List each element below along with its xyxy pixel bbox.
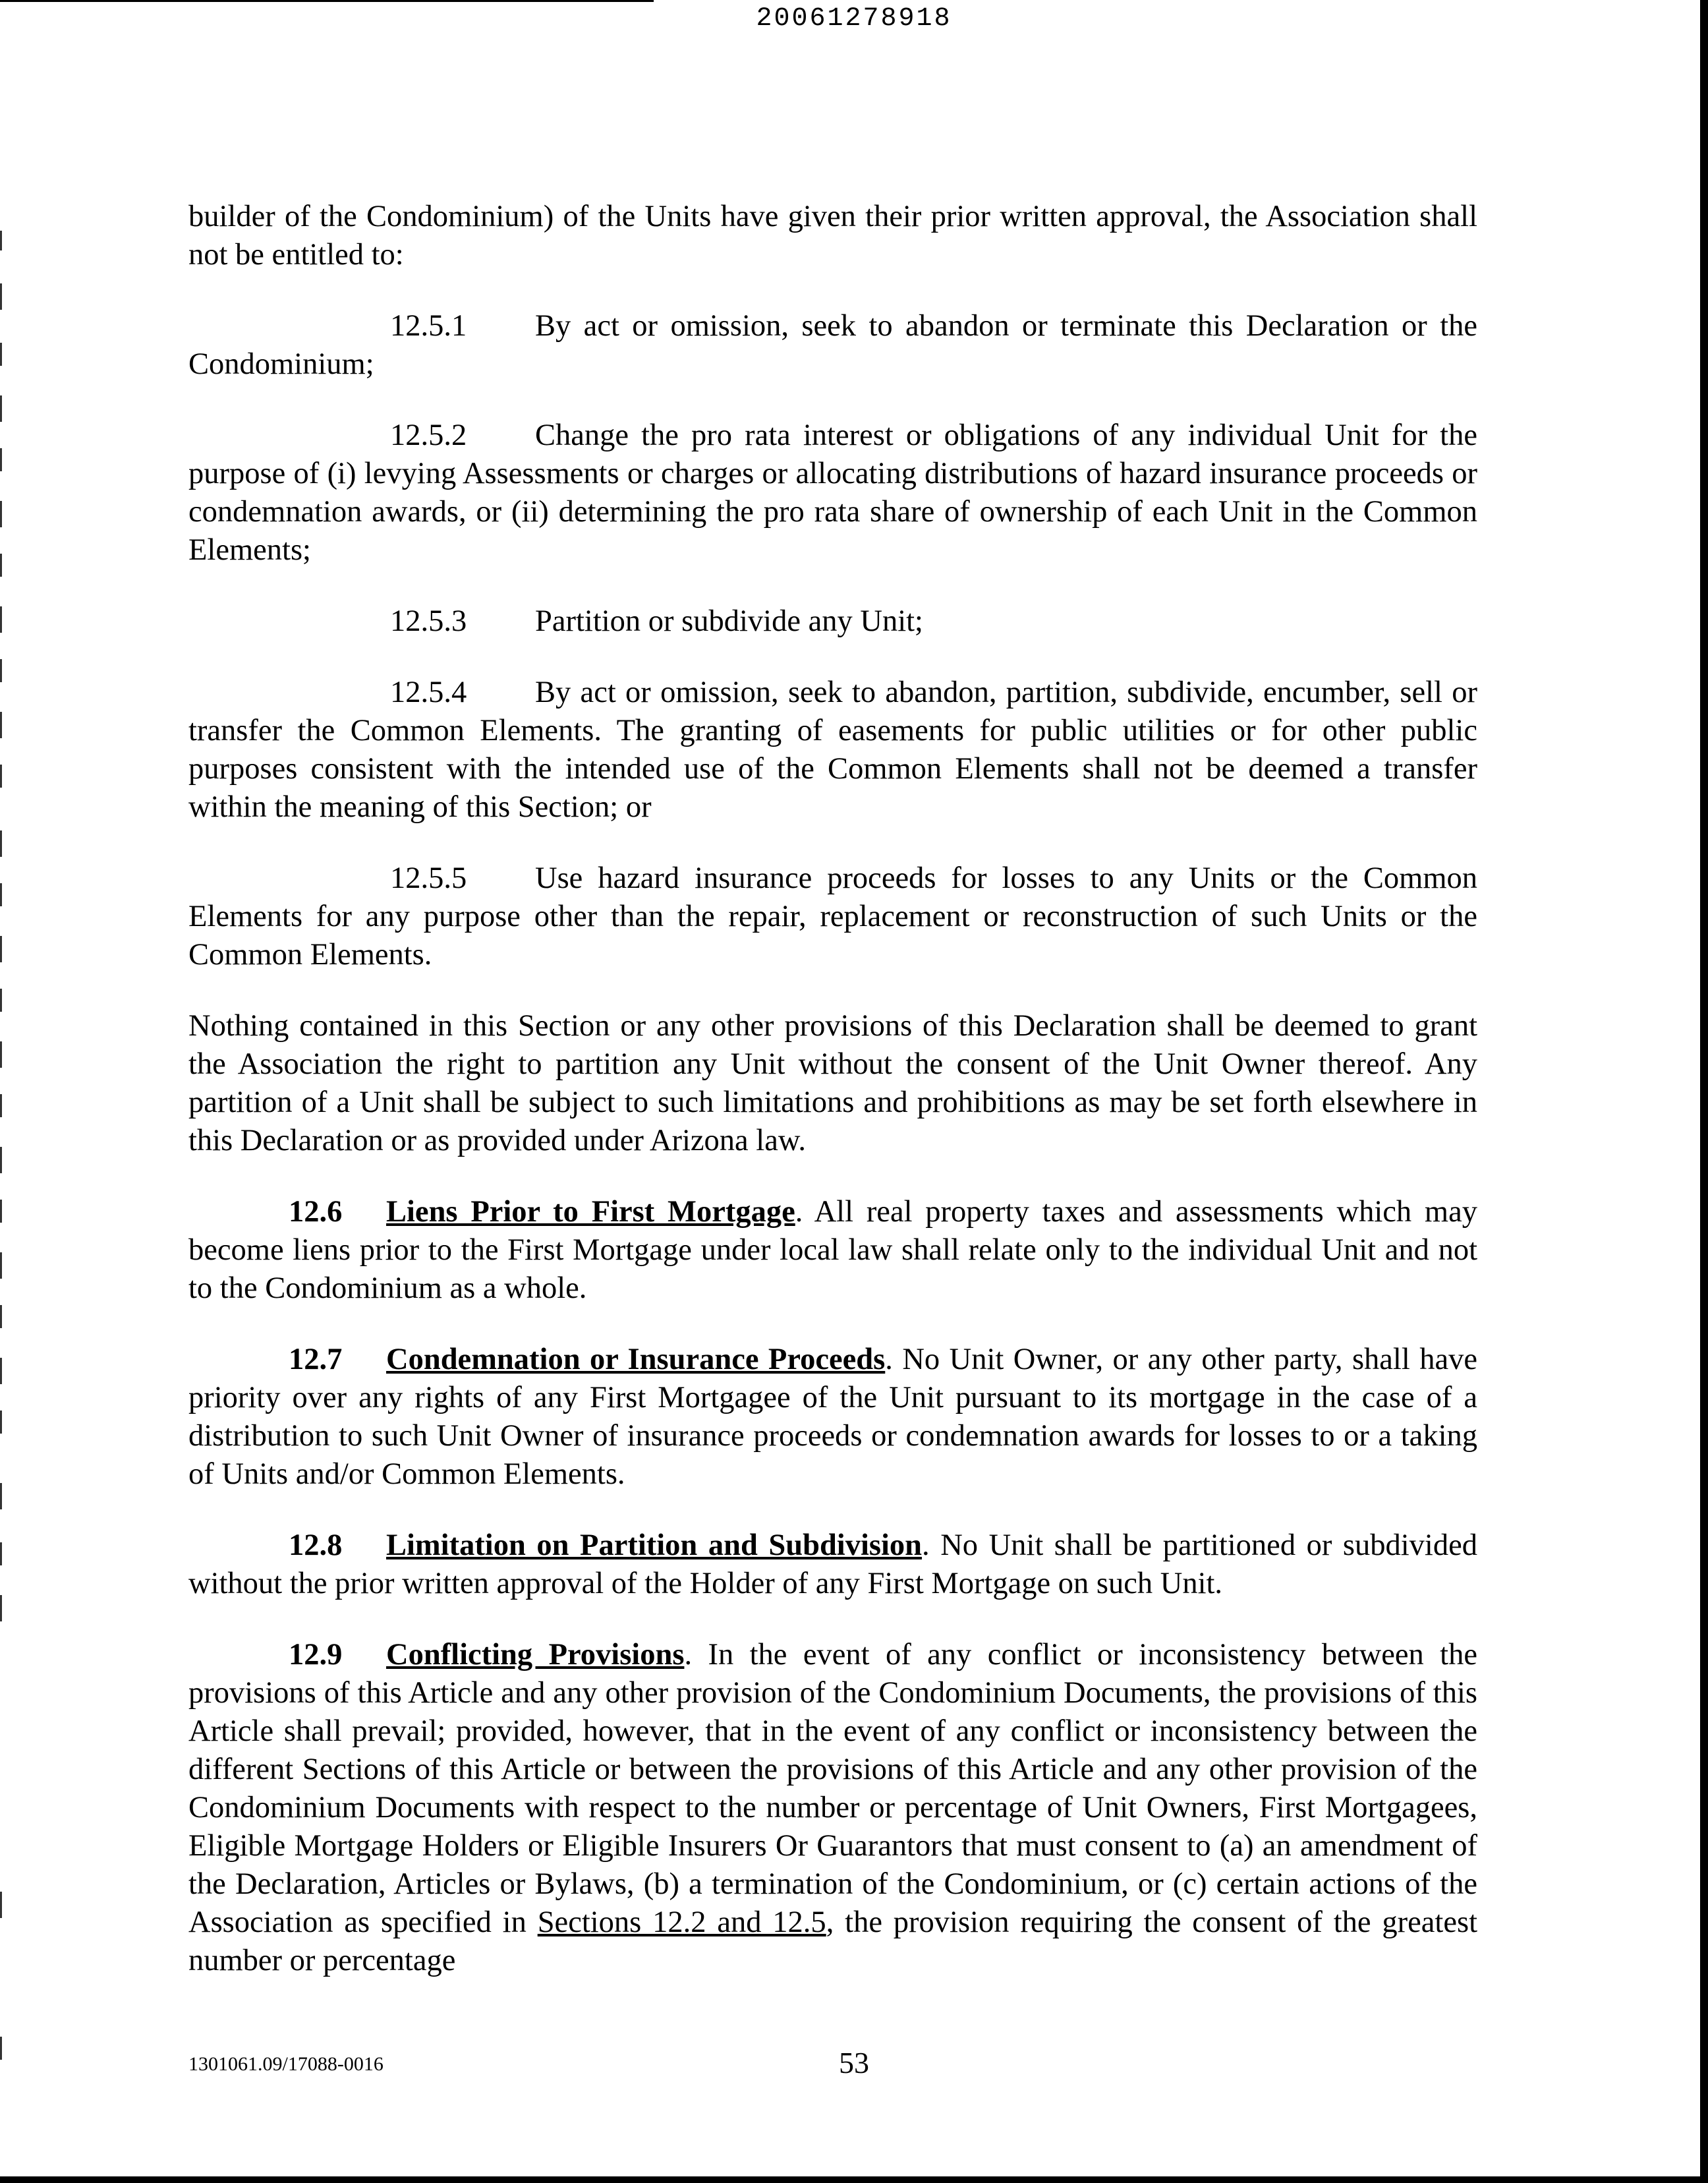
- margin-mark: [0, 883, 2, 906]
- section-number: 12.9: [289, 1638, 343, 1672]
- page-number: 53: [839, 2046, 869, 2080]
- document-reference: 1301061.09/17088-0016: [188, 2053, 384, 2075]
- section-text: . No Unit Owner, or any other party, shall have priority over any rights of any First Mortgagee of the Unit pursuant to its mortgage in the case of a distribution to such Unit Owner of insurance proceeds or condemnation awards for losses to or a taking of Units and/or Common Elements.: [188, 1343, 1478, 1491]
- section-number: 12.6: [289, 1195, 343, 1229]
- section-12-8: [188, 1527, 1477, 1603]
- margin-mark: [0, 395, 2, 422]
- section-number: 12.7: [289, 1343, 343, 1376]
- margin-mark: [0, 283, 2, 310]
- subsection-12-5-2: [188, 417, 1477, 569]
- margin-mark: [0, 231, 2, 250]
- margin-mark: [0, 448, 2, 471]
- section-heading: Conflicting Provisions: [386, 1638, 685, 1672]
- subsection-text: Use hazard insurance proceeds for losses to any Units or the Common Elements for any purpose other than the repair, replacement or reconstruction of such Units or the Common Elements.: [188, 861, 1477, 972]
- margin-mark: [0, 1483, 2, 1509]
- subsection-number: 12.5.2: [390, 419, 467, 452]
- body-text: [188, 198, 1477, 2013]
- margin-mark: [0, 554, 2, 577]
- margin-mark: [0, 1200, 2, 1223]
- subsection-12-5-1: [188, 307, 1477, 384]
- subsection-number: 12.5.4: [390, 676, 467, 709]
- margin-mark: [0, 1358, 2, 1384]
- margin-mark: [0, 712, 2, 738]
- subsection-12-5-3: [188, 602, 1477, 641]
- scan-right-border: [1700, 0, 1708, 2183]
- margin-mark: [0, 1252, 2, 1279]
- section-heading: Liens Prior to First Mortgage: [386, 1195, 795, 1229]
- section-12-9: [188, 1636, 1477, 1980]
- section-text: . In the event of any conflict or inconsistency between the provisions of this Article and any other provision of the Condominium Documents, the provisions of this Article shall prevail; provided, however, that in the event of any conflict or inconsistency between the different Sections of this Article or between the provisions of this Article and any other provision of the Condominium Documents with respect to the number or percentage of Unit Owners, First Mortgagees, Eligible Mortgage Holders or Eligible Insurers Or Guarantors that must consent to (a) an amendment of the Declaration, Articles or Bylaws, (b) a termination of the Condominium, or (c) certain actions of the Association as specified in: [188, 1638, 1477, 1939]
- subsection-text: Partition or subdivide any Unit;: [535, 604, 923, 638]
- margin-mark: [0, 1892, 2, 1918]
- subsection-12-5-5: [188, 859, 1477, 974]
- margin-mark: [0, 1411, 2, 1434]
- subsection-text: Change the pro rata interest or obligations of any individual Unit for the purpose of (i) levying Assessments or charges or allocating distributions of hazard insurance proceeds or condemnation awards, or (ii) determining the pro rata share of ownership of each Unit in the Common Elements;: [188, 419, 1477, 567]
- margin-mark: [0, 1305, 2, 1328]
- margin-mark: [0, 1147, 2, 1173]
- subsection-number: 12.5.1: [390, 309, 467, 343]
- paragraph-nothing-contained: Nothing contained in this Section or any other provisions of this Declaration shall be deemed to grant the Association the right to partition any Unit without the consent of the Unit Owner thereof. Any partition of a Unit shall be subject to such limitations and prohibitions as may be set forth elsewhere in this Declaration or as provided under Arizona law.: [188, 1009, 1477, 1157]
- margin-mark: [0, 936, 2, 962]
- subsection-text: By act or omission, seek to abandon, partition, subdivide, encumber, sell or transfer the Common Elements. The granting of easements for public utilities or for other public purposes consistent with the intended use of the Common Elements shall not be deemed a transfer within the meaning of this Section; or: [188, 676, 1477, 824]
- section-12-7: [188, 1341, 1477, 1494]
- margin-mark: [0, 989, 2, 1012]
- section-12-6: [188, 1193, 1477, 1308]
- margin-mark: [0, 1542, 2, 1565]
- scan-id: 20061278918: [756, 4, 952, 34]
- margin-mark: [0, 1094, 2, 1117]
- section-heading: Condemnation or Insurance Proceeds: [386, 1343, 886, 1376]
- section-heading: Limitation on Partition and Subdivision: [386, 1528, 923, 1562]
- margin-mark: [0, 1041, 2, 1068]
- subsection-number: 12.5.5: [390, 861, 467, 895]
- margin-mark: [0, 765, 2, 788]
- margin-mark: [0, 501, 2, 527]
- section-cross-reference: Sections 12.2 and 12.5: [537, 1906, 826, 1939]
- paragraph-intro: builder of the Condominium) of the Units have given their prior written approval, the Association shall not be entitled to:: [188, 200, 1477, 272]
- scan-bottom-border: [0, 2176, 1708, 2183]
- subsection-text: By act or omission, seek to abandon or terminate this Declaration or the Condominium;: [188, 309, 1477, 381]
- section-text: . All real property taxes and assessments which may become liens prior to the First Mortgage under local law shall relate only to the individual Unit and not to the Condominium as a whole.: [188, 1195, 1477, 1305]
- margin-mark: [0, 606, 2, 633]
- margin-mark: [0, 659, 2, 682]
- margin-mark: [0, 1595, 2, 1621]
- section-number: 12.8: [289, 1528, 343, 1562]
- subsection-number: 12.5.3: [390, 604, 467, 638]
- subsection-12-5-4: [188, 674, 1477, 827]
- section-text-tail: , the provision requiring the consent of the greatest number or percentage: [188, 1906, 1477, 1977]
- margin-mark: [0, 830, 2, 857]
- section-text: . No Unit shall be partitioned or subdivided without the prior written approval of the Holder of any First Mortgage on such Unit.: [188, 1528, 1477, 1600]
- margin-mark: [0, 343, 2, 366]
